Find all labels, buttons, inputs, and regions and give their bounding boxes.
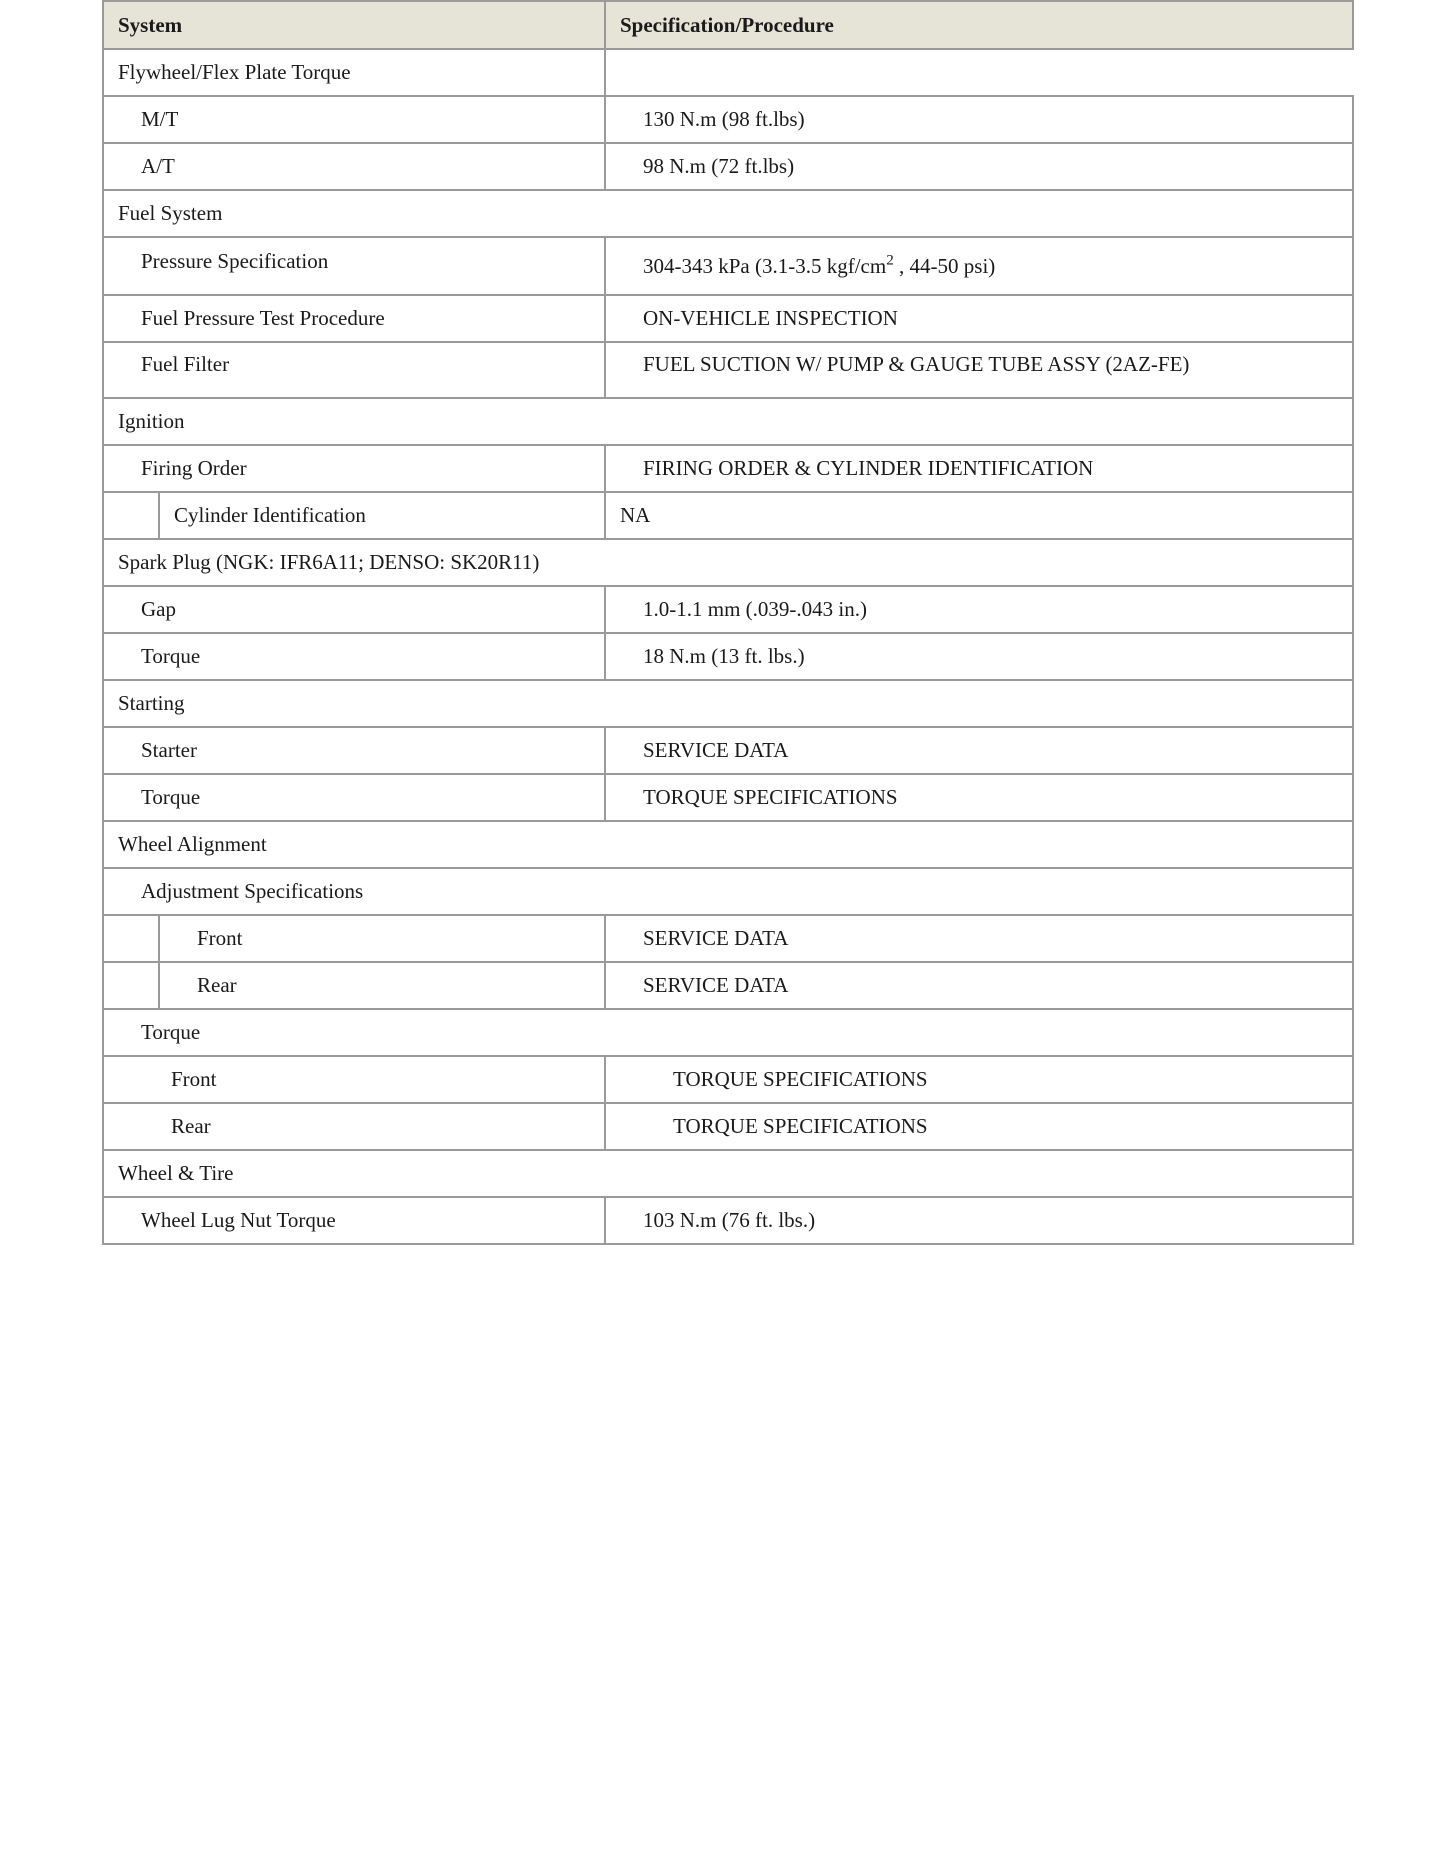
table-row bbox=[103, 143, 1353, 190]
table-row bbox=[103, 295, 1353, 342]
row-value: TORQUE SPECIFICATIONS bbox=[605, 1056, 1353, 1103]
section-title: Wheel & Tire bbox=[103, 1150, 1353, 1197]
section-row-flywheel bbox=[103, 49, 1353, 96]
table-row bbox=[103, 445, 1353, 492]
section-title: Spark Plug (NGK: IFR6A11; DENSO: SK20R11) bbox=[103, 539, 1353, 586]
row-label: Front bbox=[103, 1056, 605, 1103]
row-value: 1.0-1.1 mm (.039-.043 in.) bbox=[605, 586, 1353, 633]
table-row bbox=[103, 1056, 1353, 1103]
section-row-wheel-tire bbox=[103, 1150, 1353, 1197]
table-row bbox=[103, 727, 1353, 774]
section-title: Wheel Alignment bbox=[103, 821, 1353, 868]
section-title: Ignition bbox=[103, 398, 1353, 445]
table-row bbox=[103, 633, 1353, 680]
row-label: Torque bbox=[103, 774, 605, 821]
row-value: 98 N.m (72 ft.lbs) bbox=[605, 143, 1353, 190]
section-title: Starting bbox=[103, 680, 1353, 727]
row-value bbox=[605, 237, 1353, 295]
subsection-row-adjustment bbox=[103, 868, 1353, 915]
section-title: Fuel System bbox=[103, 190, 1353, 237]
indent-stub bbox=[104, 493, 160, 538]
table-row bbox=[103, 342, 1353, 398]
row-value: SERVICE DATA bbox=[605, 962, 1353, 1009]
row-label: Starter bbox=[103, 727, 605, 774]
row-label: Firing Order bbox=[103, 445, 605, 492]
indent-stub bbox=[104, 963, 160, 1008]
row-value: 18 N.m (13 ft. lbs.) bbox=[605, 633, 1353, 680]
superscript: 2 bbox=[886, 252, 894, 269]
nested-label-cell bbox=[103, 492, 605, 539]
row-value: SERVICE DATA bbox=[605, 727, 1353, 774]
row-label: A/T bbox=[103, 143, 605, 190]
row-label: Pressure Specification bbox=[103, 237, 605, 295]
row-label: M/T bbox=[103, 96, 605, 143]
row-label: Fuel Filter bbox=[103, 342, 605, 398]
row-value: 103 N.m (76 ft. lbs.) bbox=[605, 1197, 1353, 1244]
row-label: Fuel Pressure Test Procedure bbox=[103, 295, 605, 342]
row-value: TORQUE SPECIFICATIONS bbox=[605, 1103, 1353, 1150]
row-value: 130 N.m (98 ft.lbs) bbox=[605, 96, 1353, 143]
nested-label-cell bbox=[103, 962, 605, 1009]
table-row bbox=[103, 1103, 1353, 1150]
row-value: SERVICE DATA bbox=[605, 915, 1353, 962]
section-row-fuel-system bbox=[103, 190, 1353, 237]
section-row-spark-plug bbox=[103, 539, 1353, 586]
row-label: Front bbox=[197, 926, 243, 950]
specification-table bbox=[102, 0, 1354, 1245]
indent-stub bbox=[104, 916, 160, 961]
pressure-value-text: 304-343 kPa (3.1-3.5 kgf/cm bbox=[643, 253, 887, 278]
subsection-title: Torque bbox=[103, 1009, 1353, 1056]
row-label: Torque bbox=[103, 633, 605, 680]
table-row bbox=[103, 237, 1353, 295]
row-label: Rear bbox=[197, 973, 237, 997]
table-row bbox=[103, 915, 1353, 962]
table-row bbox=[103, 962, 1353, 1009]
section-title: Flywheel/Flex Plate Torque bbox=[103, 49, 605, 96]
table-row bbox=[103, 774, 1353, 821]
header-system: System bbox=[103, 1, 605, 49]
table-header-row bbox=[103, 1, 1353, 49]
nested-label-cell bbox=[103, 915, 605, 962]
table-row bbox=[103, 586, 1353, 633]
row-value: FUEL SUCTION W/ PUMP & GAUGE TUBE ASSY (2AZ-FE) bbox=[605, 342, 1353, 398]
section-row-wheel-alignment bbox=[103, 821, 1353, 868]
subsection-title: Adjustment Specifications bbox=[103, 868, 1353, 915]
row-label: Rear bbox=[103, 1103, 605, 1150]
table-row bbox=[103, 1197, 1353, 1244]
table-row bbox=[103, 492, 1353, 539]
row-value: TORQUE SPECIFICATIONS bbox=[605, 774, 1353, 821]
row-label: Cylinder Identification bbox=[174, 503, 366, 527]
row-label: Wheel Lug Nut Torque bbox=[103, 1197, 605, 1244]
pressure-value-text-end: , 44-50 psi) bbox=[893, 253, 996, 278]
row-value: ON-VEHICLE INSPECTION bbox=[605, 295, 1353, 342]
empty-cell bbox=[605, 49, 1353, 96]
subsection-row-torque bbox=[103, 1009, 1353, 1056]
table-row bbox=[103, 96, 1353, 143]
header-specification: Specification/Procedure bbox=[605, 1, 1353, 49]
section-row-ignition bbox=[103, 398, 1353, 445]
row-label: Gap bbox=[103, 586, 605, 633]
row-value: NA bbox=[605, 492, 1353, 539]
row-value: FIRING ORDER & CYLINDER IDENTIFICATION bbox=[605, 445, 1353, 492]
section-row-starting bbox=[103, 680, 1353, 727]
